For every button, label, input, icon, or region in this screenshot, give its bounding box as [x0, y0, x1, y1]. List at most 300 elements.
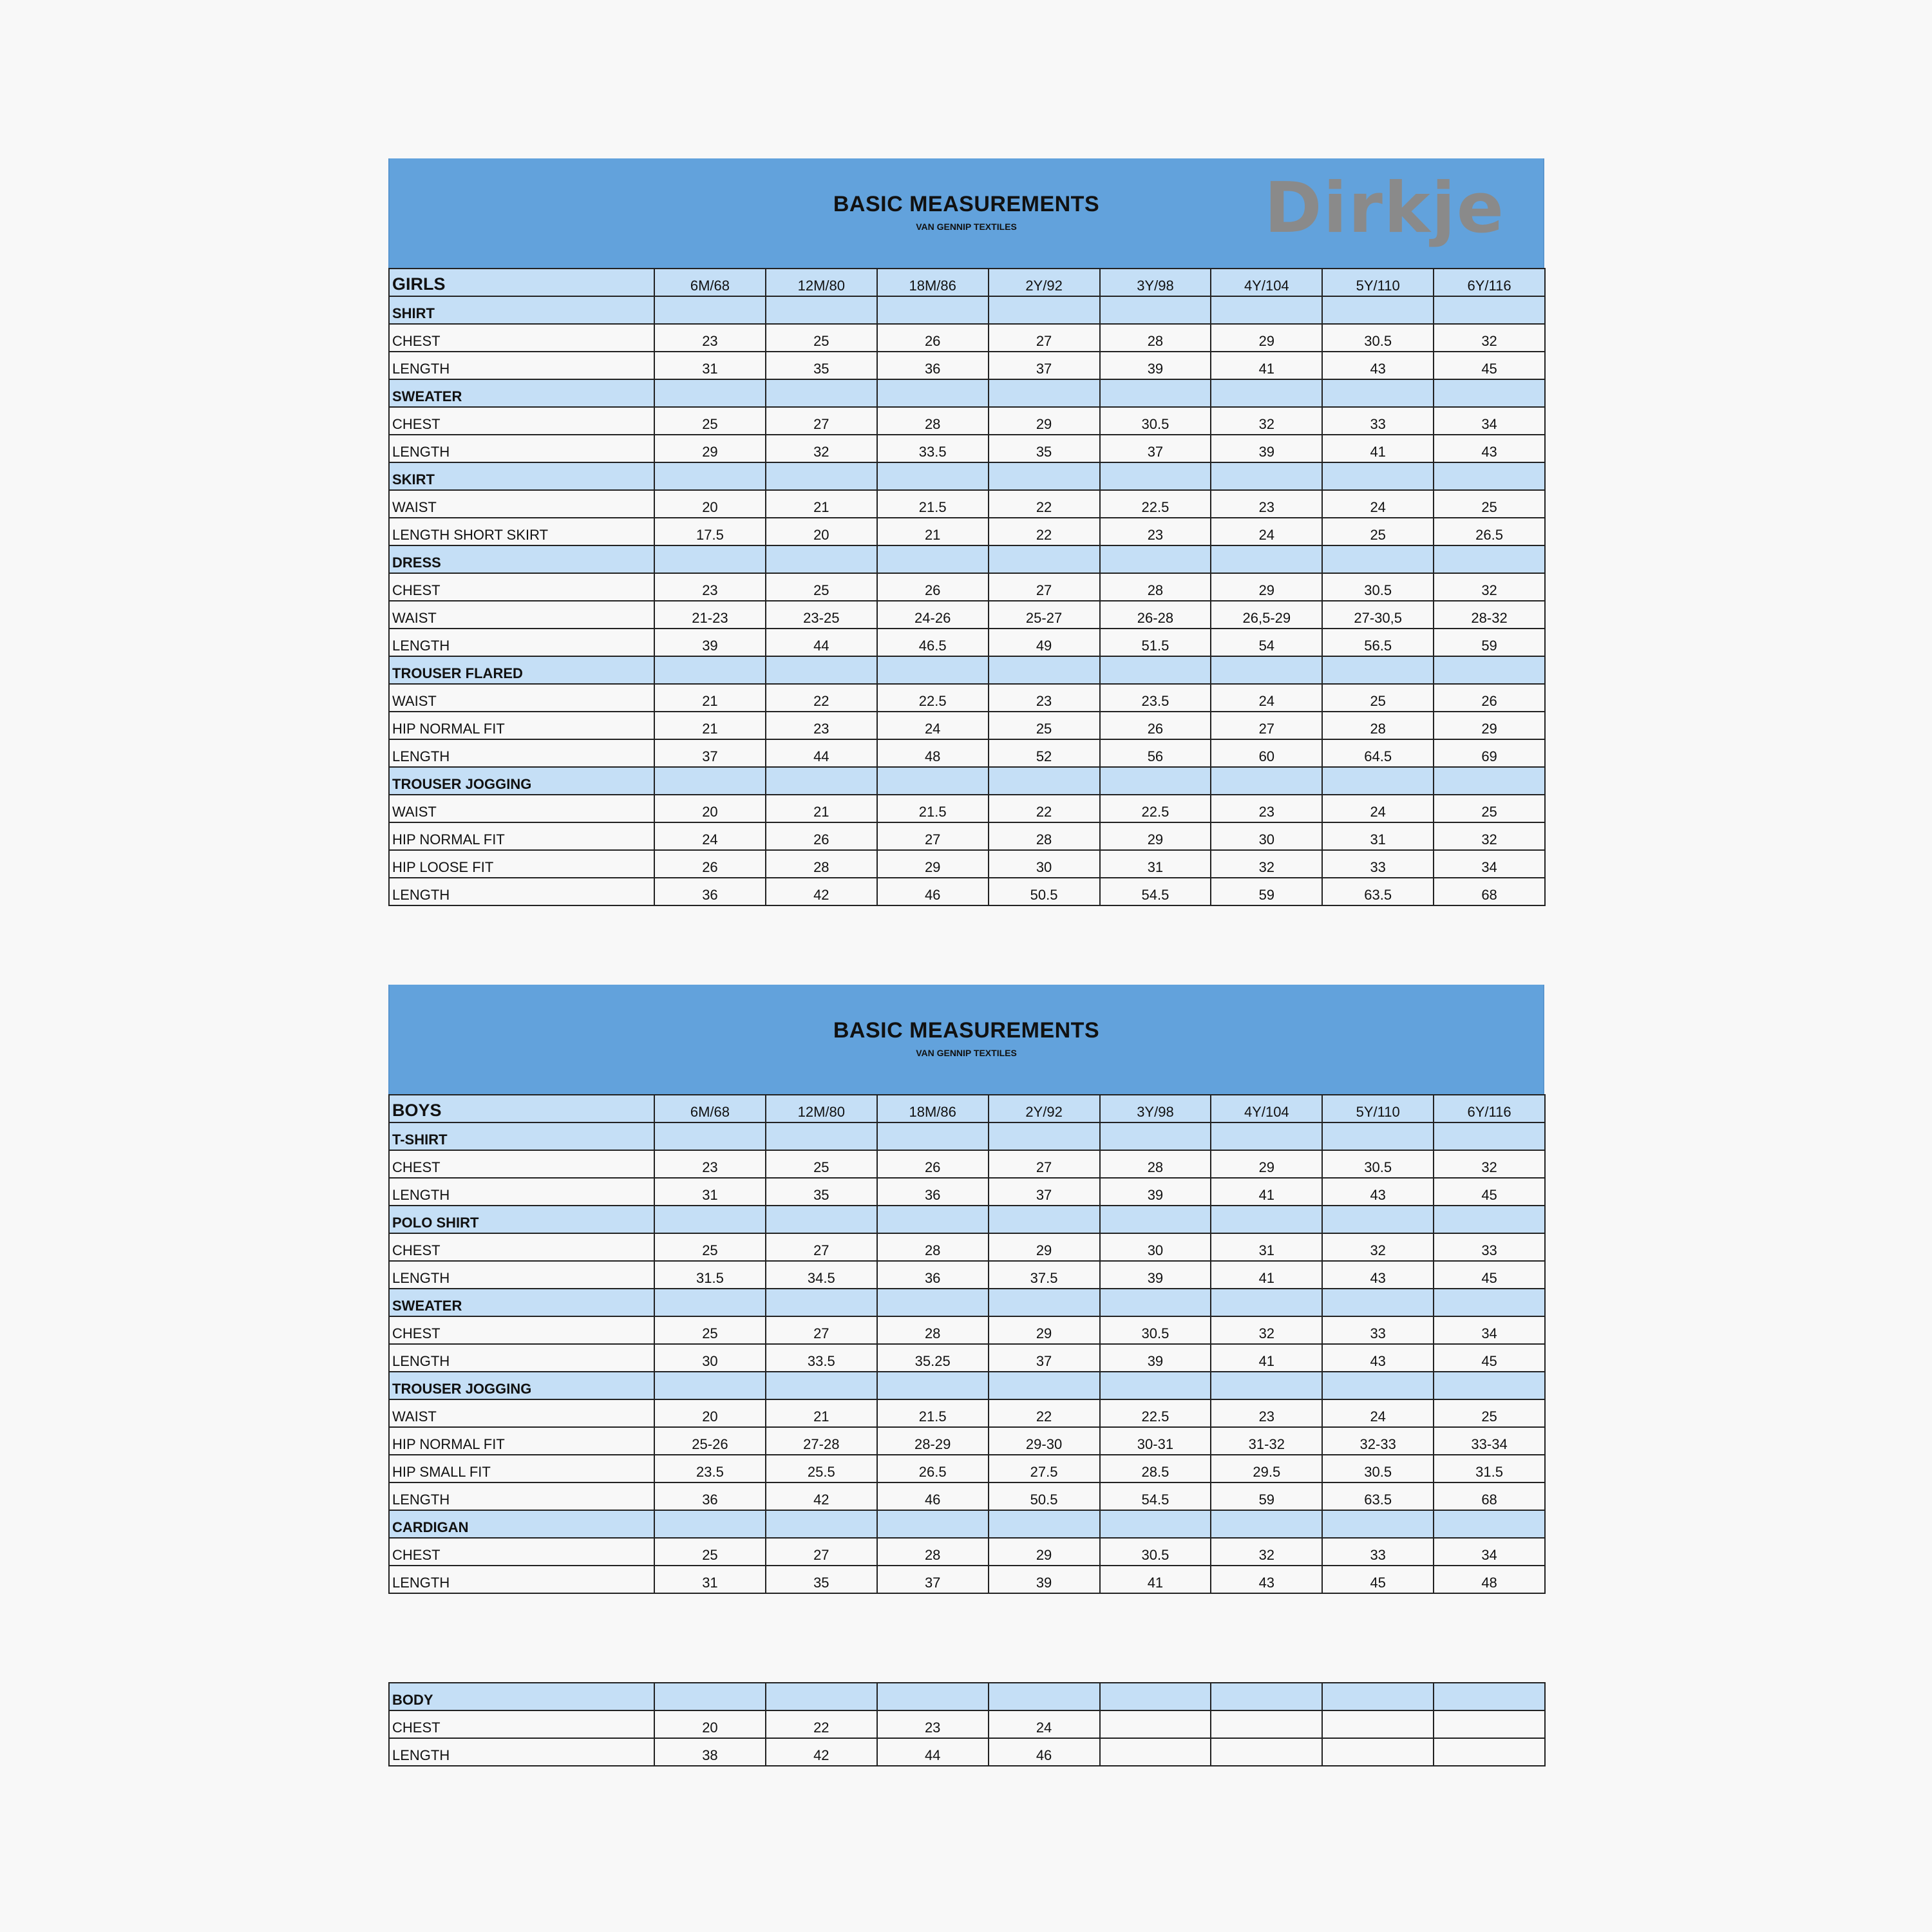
- measurement-value: 21: [654, 712, 766, 739]
- measurement-value: 41: [1211, 1261, 1322, 1289]
- category-label: T-SHIRT: [389, 1122, 654, 1150]
- measurement-value: 30.5: [1322, 1150, 1434, 1178]
- measurement-value: 27: [766, 1316, 877, 1344]
- size-header-row: [389, 1095, 1545, 1122]
- empty-cell: [766, 1206, 877, 1233]
- measurement-value: 69: [1434, 739, 1545, 767]
- measurement-value: 23.5: [1100, 684, 1211, 712]
- empty-cell: [1100, 462, 1211, 490]
- empty-cell: [1434, 1289, 1545, 1316]
- measurement-value: [1322, 1738, 1434, 1766]
- measurement-value: 28: [877, 1538, 989, 1566]
- measurement-value: [1322, 1710, 1434, 1738]
- measurement-value: 27-28: [766, 1427, 877, 1455]
- category-label: POLO SHIRT: [389, 1206, 654, 1233]
- measurement-value: 31: [654, 1566, 766, 1593]
- empty-cell: [1211, 1372, 1322, 1399]
- category-label: SWEATER: [389, 379, 654, 407]
- category-label: DRESS: [389, 545, 654, 573]
- measurement-label: HIP LOOSE FIT: [389, 850, 654, 878]
- empty-cell: [1100, 1510, 1211, 1538]
- measurement-value: 21.5: [877, 490, 989, 518]
- measurement-row: [389, 1710, 1545, 1738]
- measurement-row: [389, 1482, 1545, 1510]
- empty-cell: [1100, 1683, 1211, 1710]
- measurement-value: 27: [989, 324, 1100, 352]
- empty-cell: [1211, 1510, 1322, 1538]
- measurement-value: 27: [766, 407, 877, 435]
- measurement-value: 29.5: [1211, 1455, 1322, 1482]
- measurement-value: 35: [766, 352, 877, 379]
- empty-cell: [1322, 1510, 1434, 1538]
- measurement-value: 45: [1322, 1566, 1434, 1593]
- measurement-label: CHEST: [389, 407, 654, 435]
- measurement-value: 25-27: [989, 601, 1100, 629]
- measurement-value: 31: [1211, 1233, 1322, 1261]
- measurement-label: LENGTH: [389, 435, 654, 462]
- measurement-value: 29: [1211, 1150, 1322, 1178]
- measurement-row: [389, 1399, 1545, 1427]
- measurement-value: 22: [989, 490, 1100, 518]
- measurement-value: 29: [989, 1233, 1100, 1261]
- measurement-value: 28: [877, 1316, 989, 1344]
- empty-cell: [654, 767, 766, 795]
- measurement-value: 23: [766, 712, 877, 739]
- size-header-cell: 12M/80: [766, 1095, 877, 1122]
- measurement-row: [389, 1261, 1545, 1289]
- measurement-row: [389, 850, 1545, 878]
- measurement-label: HIP SMALL FIT: [389, 1455, 654, 1482]
- measurement-value: 29: [1211, 573, 1322, 601]
- empty-cell: [877, 1683, 989, 1710]
- measurement-value: 37: [989, 1178, 1100, 1206]
- empty-cell: [1100, 1206, 1211, 1233]
- empty-cell: [654, 1289, 766, 1316]
- measurement-value: 31: [654, 1178, 766, 1206]
- measurement-value: 27: [1211, 712, 1322, 739]
- section-label: GIRLS: [389, 269, 654, 296]
- measurement-value: 36: [654, 878, 766, 905]
- measurement-value: 27-30,5: [1322, 601, 1434, 629]
- measurement-value: 34: [1434, 407, 1545, 435]
- empty-cell: [1434, 462, 1545, 490]
- measurement-value: 21.5: [877, 795, 989, 822]
- measurement-value: 30.5: [1100, 1316, 1211, 1344]
- measurement-value: 35.25: [877, 1344, 989, 1372]
- measurement-value: 22: [766, 1710, 877, 1738]
- measurement-value: 35: [766, 1178, 877, 1206]
- measurement-value: 31: [1322, 822, 1434, 850]
- empty-cell: [654, 379, 766, 407]
- measurement-value: 21: [877, 518, 989, 545]
- measurement-value: 24: [1322, 1399, 1434, 1427]
- measurement-value: 26: [877, 324, 989, 352]
- measurement-value: 49: [989, 629, 1100, 656]
- measurement-value: 20: [654, 1399, 766, 1427]
- measurement-value: 25: [654, 407, 766, 435]
- empty-cell: [1211, 1683, 1322, 1710]
- measurement-value: 42: [766, 878, 877, 905]
- empty-cell: [1211, 545, 1322, 573]
- measurement-value: 29: [1434, 712, 1545, 739]
- measurement-value: 33.5: [766, 1344, 877, 1372]
- measurement-value: 43: [1322, 352, 1434, 379]
- measurement-value: 25: [766, 324, 877, 352]
- empty-cell: [989, 379, 1100, 407]
- measurement-value: 46.5: [877, 629, 989, 656]
- measurement-value: 25: [766, 1150, 877, 1178]
- size-header-cell: 2Y/92: [989, 269, 1100, 296]
- category-row: [389, 545, 1545, 573]
- empty-cell: [766, 296, 877, 324]
- empty-cell: [1434, 1510, 1545, 1538]
- empty-cell: [989, 767, 1100, 795]
- size-header-cell: 6Y/116: [1434, 269, 1545, 296]
- measurement-value: 30-31: [1100, 1427, 1211, 1455]
- category-label: BODY: [389, 1683, 654, 1710]
- measurement-value: 37: [877, 1566, 989, 1593]
- measurement-value: 37: [654, 739, 766, 767]
- empty-cell: [766, 545, 877, 573]
- measurement-value: 20: [654, 490, 766, 518]
- category-label: SKIRT: [389, 462, 654, 490]
- measurement-row: [389, 822, 1545, 850]
- measurement-value: 30.5: [1100, 407, 1211, 435]
- category-row: [389, 1206, 1545, 1233]
- measurement-value: 23: [1211, 795, 1322, 822]
- measurement-row: [389, 573, 1545, 601]
- measurement-value: 24: [1211, 684, 1322, 712]
- measurement-row: [389, 1455, 1545, 1482]
- measurement-value: 43: [1322, 1261, 1434, 1289]
- measurement-value: 27: [766, 1233, 877, 1261]
- empty-cell: [1322, 1372, 1434, 1399]
- category-row: [389, 1683, 1545, 1710]
- measurement-value: 23: [1211, 1399, 1322, 1427]
- measurement-value: 29: [654, 435, 766, 462]
- empty-cell: [989, 1122, 1100, 1150]
- measurement-value: 25: [1434, 795, 1545, 822]
- empty-cell: [766, 1510, 877, 1538]
- measurement-label: WAIST: [389, 601, 654, 629]
- measurement-value: 56: [1100, 739, 1211, 767]
- measurement-label: LENGTH: [389, 1261, 654, 1289]
- measurement-value: 41: [1211, 352, 1322, 379]
- measurement-value: 33: [1434, 1233, 1545, 1261]
- measurement-label: LENGTH SHORT SKIRT: [389, 518, 654, 545]
- measurement-value: 41: [1211, 1178, 1322, 1206]
- measurement-label: CHEST: [389, 1538, 654, 1566]
- measurement-value: 25: [654, 1538, 766, 1566]
- empty-cell: [1434, 1206, 1545, 1233]
- measurement-value: 25: [1434, 1399, 1545, 1427]
- measurement-row: [389, 629, 1545, 656]
- empty-cell: [1100, 1289, 1211, 1316]
- category-row: [389, 1122, 1545, 1150]
- category-row: [389, 1289, 1545, 1316]
- measurement-value: 24-26: [877, 601, 989, 629]
- measurement-value: 25-26: [654, 1427, 766, 1455]
- measurement-value: 30.5: [1322, 1455, 1434, 1482]
- size-header-cell: 6Y/116: [1434, 1095, 1545, 1122]
- measurement-value: 25: [1322, 518, 1434, 545]
- measurement-value: 34: [1434, 1538, 1545, 1566]
- measurement-value: 60: [1211, 739, 1322, 767]
- measurement-value: 46: [877, 878, 989, 905]
- empty-cell: [1322, 1122, 1434, 1150]
- measurement-value: 63.5: [1322, 1482, 1434, 1510]
- category-row: [389, 462, 1545, 490]
- measurement-value: 42: [766, 1482, 877, 1510]
- size-header-cell: 6M/68: [654, 1095, 766, 1122]
- measurement-value: 51.5: [1100, 629, 1211, 656]
- measurement-value: 23: [1211, 490, 1322, 518]
- measurement-row: [389, 1427, 1545, 1455]
- category-label: SHIRT: [389, 296, 654, 324]
- empty-cell: [877, 1122, 989, 1150]
- measurement-value: 27.5: [989, 1455, 1100, 1482]
- measurement-value: 42: [766, 1738, 877, 1766]
- size-header-cell: 5Y/110: [1322, 269, 1434, 296]
- measurement-value: 22: [989, 518, 1100, 545]
- empty-cell: [1322, 545, 1434, 573]
- category-row: [389, 1510, 1545, 1538]
- measurement-value: 28: [1100, 324, 1211, 352]
- measurement-value: 20: [766, 518, 877, 545]
- measurement-value: [1211, 1738, 1322, 1766]
- measurement-row: [389, 1566, 1545, 1593]
- measurement-value: 20: [654, 1710, 766, 1738]
- boys-title: BASIC MEASUREMENTS: [833, 1018, 1100, 1043]
- measurement-value: 30.5: [1322, 324, 1434, 352]
- measurement-value: 30: [1100, 1233, 1211, 1261]
- measurement-value: 29: [877, 850, 989, 878]
- measurement-value: 37: [989, 1344, 1100, 1372]
- measurement-value: [1100, 1710, 1211, 1738]
- measurement-label: LENGTH: [389, 352, 654, 379]
- girls-table-body: [389, 269, 1545, 905]
- empty-cell: [654, 296, 766, 324]
- measurement-value: [1211, 1710, 1322, 1738]
- measurement-row: [389, 352, 1545, 379]
- empty-cell: [654, 462, 766, 490]
- empty-cell: [766, 1122, 877, 1150]
- empty-cell: [1434, 296, 1545, 324]
- size-header-cell: 3Y/98: [1100, 269, 1211, 296]
- measurement-value: 21: [766, 795, 877, 822]
- measurement-value: 31: [654, 352, 766, 379]
- measurement-value: 24: [654, 822, 766, 850]
- size-header-cell: 18M/86: [877, 269, 989, 296]
- measurement-label: LENGTH: [389, 629, 654, 656]
- empty-cell: [989, 1289, 1100, 1316]
- measurement-value: 30: [654, 1344, 766, 1372]
- measurement-row: [389, 324, 1545, 352]
- measurement-row: [389, 407, 1545, 435]
- size-header-cell: 2Y/92: [989, 1095, 1100, 1122]
- measurement-label: CHEST: [389, 1233, 654, 1261]
- category-label: CARDIGAN: [389, 1510, 654, 1538]
- empty-cell: [989, 1372, 1100, 1399]
- measurement-value: 63.5: [1322, 878, 1434, 905]
- girls-banner: [388, 158, 1544, 268]
- dirkje-logo-text: Dirkje: [1264, 173, 1506, 249]
- measurement-value: 30.5: [1322, 573, 1434, 601]
- measurement-value: 26.5: [877, 1455, 989, 1482]
- empty-cell: [1434, 656, 1545, 684]
- measurement-value: 28: [877, 407, 989, 435]
- measurement-value: 23: [654, 573, 766, 601]
- measurement-label: CHEST: [389, 573, 654, 601]
- measurement-value: 30: [1211, 822, 1322, 850]
- measurement-value: 27: [989, 1150, 1100, 1178]
- measurement-value: 41: [1322, 435, 1434, 462]
- measurement-value: 21: [766, 1399, 877, 1427]
- empty-cell: [654, 1510, 766, 1538]
- measurement-row: [389, 1150, 1545, 1178]
- measurement-value: [1434, 1738, 1545, 1766]
- size-header-cell: 4Y/104: [1211, 269, 1322, 296]
- measurement-row: [389, 684, 1545, 712]
- measurement-value: 33: [1322, 1538, 1434, 1566]
- measurement-value: 26.5: [1434, 518, 1545, 545]
- empty-cell: [1434, 767, 1545, 795]
- measurement-value: 50.5: [989, 1482, 1100, 1510]
- empty-cell: [1211, 767, 1322, 795]
- measurement-value: 22.5: [1100, 1399, 1211, 1427]
- empty-cell: [1434, 1683, 1545, 1710]
- measurement-value: 26: [1100, 712, 1211, 739]
- measurement-value: 54.5: [1100, 878, 1211, 905]
- measurement-value: 28: [766, 850, 877, 878]
- measurement-label: CHEST: [389, 1150, 654, 1178]
- measurement-row: [389, 1233, 1545, 1261]
- measurement-value: 23: [654, 324, 766, 352]
- measurement-value: 45: [1434, 1178, 1545, 1206]
- category-row: [389, 767, 1545, 795]
- empty-cell: [877, 1510, 989, 1538]
- girls-section: [388, 158, 1544, 906]
- measurement-value: 22.5: [877, 684, 989, 712]
- measurement-value: 22: [989, 1399, 1100, 1427]
- empty-cell: [1322, 462, 1434, 490]
- boys-banner: [388, 985, 1544, 1094]
- measurement-label: LENGTH: [389, 1344, 654, 1372]
- empty-cell: [766, 379, 877, 407]
- category-label: TROUSER JOGGING: [389, 1372, 654, 1399]
- empty-cell: [766, 462, 877, 490]
- measurement-value: 35: [989, 435, 1100, 462]
- size-header-cell: 18M/86: [877, 1095, 989, 1122]
- category-row: [389, 296, 1545, 324]
- measurement-value: 24: [1322, 490, 1434, 518]
- category-row: [389, 379, 1545, 407]
- measurement-value: 41: [1211, 1344, 1322, 1372]
- measurement-value: 32-33: [1322, 1427, 1434, 1455]
- empty-cell: [766, 1289, 877, 1316]
- measurement-label: LENGTH: [389, 1178, 654, 1206]
- measurement-row: [389, 739, 1545, 767]
- measurement-value: 43: [1211, 1566, 1322, 1593]
- measurement-value: 29: [989, 407, 1100, 435]
- measurement-value: 64.5: [1322, 739, 1434, 767]
- measurement-value: 32: [1211, 850, 1322, 878]
- empty-cell: [877, 1206, 989, 1233]
- measurement-value: 32: [1211, 1316, 1322, 1344]
- empty-cell: [877, 1372, 989, 1399]
- boys-table: [388, 1094, 1546, 1594]
- measurement-value: 33: [1322, 407, 1434, 435]
- measurement-label: LENGTH: [389, 878, 654, 905]
- measurement-row: [389, 1316, 1545, 1344]
- empty-cell: [1434, 379, 1545, 407]
- measurement-value: 27: [989, 573, 1100, 601]
- measurement-value: 39: [1100, 1178, 1211, 1206]
- girls-table: [388, 268, 1546, 906]
- measurement-value: 25: [989, 712, 1100, 739]
- measurement-label: LENGTH: [389, 1566, 654, 1593]
- empty-cell: [1434, 1122, 1545, 1150]
- measurement-value: 23-25: [766, 601, 877, 629]
- measurement-value: 46: [989, 1738, 1100, 1766]
- measurement-row: [389, 795, 1545, 822]
- measurement-value: 43: [1434, 435, 1545, 462]
- measurement-value: 38: [654, 1738, 766, 1766]
- measurement-label: WAIST: [389, 795, 654, 822]
- measurement-value: 37.5: [989, 1261, 1100, 1289]
- category-label: SWEATER: [389, 1289, 654, 1316]
- measurement-value: 35: [766, 1566, 877, 1593]
- measurement-value: 43: [1322, 1178, 1434, 1206]
- measurement-value: 48: [1434, 1566, 1545, 1593]
- dirkje-logo: [1262, 173, 1507, 250]
- measurement-value: 68: [1434, 878, 1545, 905]
- empty-cell: [654, 1683, 766, 1710]
- empty-cell: [1211, 1206, 1322, 1233]
- measurement-value: 32: [1434, 1150, 1545, 1178]
- girls-subtitle: VAN GENNIP TEXTILES: [916, 222, 1017, 232]
- empty-cell: [1100, 296, 1211, 324]
- size-header-cell: 4Y/104: [1211, 1095, 1322, 1122]
- measurement-value: 34: [1434, 850, 1545, 878]
- measurement-value: 28: [877, 1233, 989, 1261]
- measurement-label: WAIST: [389, 490, 654, 518]
- size-header-cell: 3Y/98: [1100, 1095, 1211, 1122]
- category-row: [389, 1372, 1545, 1399]
- body-table: [388, 1682, 1546, 1766]
- measurement-value: 32: [1322, 1233, 1434, 1261]
- measurement-value: 44: [766, 739, 877, 767]
- empty-cell: [1434, 1372, 1545, 1399]
- empty-cell: [877, 296, 989, 324]
- size-header-cell: 6M/68: [654, 269, 766, 296]
- measurement-value: 28: [989, 822, 1100, 850]
- measurement-value: 37: [1100, 435, 1211, 462]
- measurement-value: 28: [1322, 712, 1434, 739]
- measurement-value: 45: [1434, 1261, 1545, 1289]
- measurement-row: [389, 601, 1545, 629]
- measurement-value: 23: [1100, 518, 1211, 545]
- empty-cell: [1211, 1289, 1322, 1316]
- measurement-value: 22.5: [1100, 490, 1211, 518]
- measurement-value: 25: [654, 1233, 766, 1261]
- measurement-value: 59: [1434, 629, 1545, 656]
- measurement-value: 23: [877, 1710, 989, 1738]
- measurement-value: 30.5: [1100, 1538, 1211, 1566]
- measurement-value: 29: [989, 1538, 1100, 1566]
- empty-cell: [1100, 767, 1211, 795]
- empty-cell: [989, 1510, 1100, 1538]
